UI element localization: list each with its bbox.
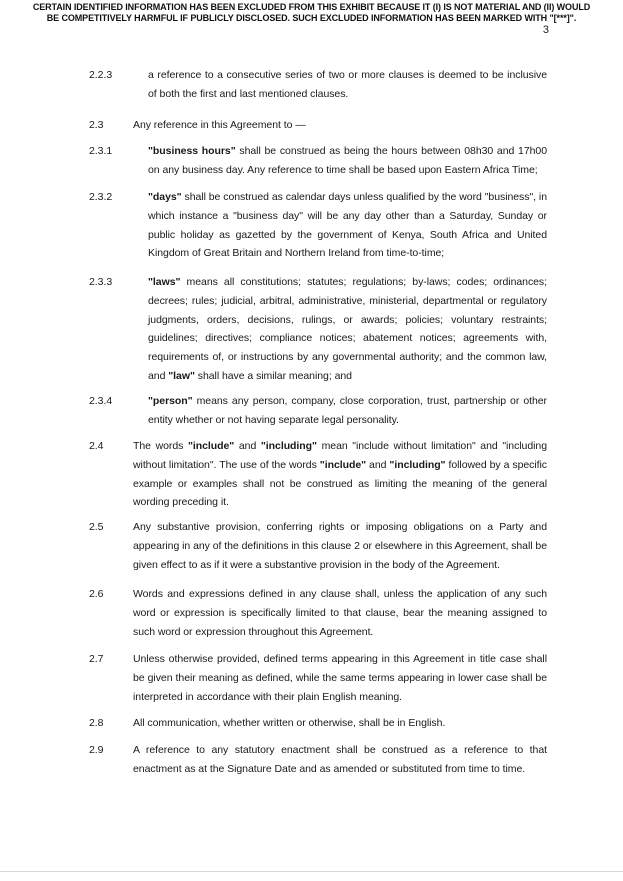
clause-number: 2.3 — [89, 119, 104, 131]
clause-text: Any reference in this Agreement to — — [133, 119, 306, 131]
clause-text: Unless otherwise provided, defined terms appearing in this Agreement in title case shall be given their meaning as defined, while the same terms appearing in lower case shall be interpreted in accordance with their plain English meaning. — [133, 653, 547, 703]
definition-text: means all constitutions; statutes; regulations; by-laws; codes; ordinances; decrees; rules; judicial, arbitral, administrative, ministerial, departmental or regulatory judgments, orders, decisions, rulings, or awards; policies; voluntary restraints; guidelines; directives; compliance notices; abatement notices; agreements with, requirements of, or instructions by any governmental authority; and the common law, and — [148, 276, 547, 382]
clause-text — [148, 392, 547, 430]
clause-text — [148, 142, 547, 180]
defined-term: "business hours" — [148, 145, 236, 157]
defined-term: "include" — [187, 440, 235, 452]
clause-text — [133, 437, 547, 512]
clause-number: 2.3.4 — [89, 395, 113, 407]
clause-number: 2.3.3 — [89, 276, 113, 288]
text-run: followed by a specific example or examples shall not be construed as limiting the meaning of the general wording preceding it. — [133, 458, 548, 509]
definition-text: shall have a similar meaning; and — [194, 369, 352, 382]
defined-term: "person" — [148, 395, 193, 407]
defined-term: "laws" — [148, 276, 181, 288]
defined-term: "days" — [148, 191, 182, 203]
header-line-2: BE COMPETITIVELY HARMFUL IF PUBLICLY DISCLOSED. SUCH EXCLUDED INFORMATION HAS BEEN MARKED WITH "[***]". — [46, 13, 577, 23]
clause-number: 2.4 — [89, 440, 104, 452]
clause-number: 2.8 — [89, 717, 104, 729]
clause-text: Words and expressions defined in any clause shall, unless the application of any such word or expression is specifically limited to that clause, bear the meaning assigned to such word or expression throughout this Agreement. — [133, 588, 547, 638]
text-run: mean "include without limitation" and "including without limitation". The use of the words — [133, 440, 547, 471]
defined-term: "include" — [319, 458, 367, 471]
exclusion-notice-header — [10, 2, 613, 24]
clause-text: Any substantive provision, conferring rights or imposing obligations on a Party and appearing in any of the definitions in this clause 2 or elsewhere in this Agreement, shall be given effect to as if it were a substantive provision in the body of the Agreement. — [133, 521, 547, 571]
definition-text: means any person, company, close corporation, trust, partnership or other entity whether or not having separate legal personality. — [148, 395, 547, 426]
page-number: 3 — [542, 24, 549, 36]
header-line-1: CERTAIN IDENTIFIED INFORMATION HAS BEEN EXCLUDED FROM THIS EXHIBIT BECAUSE IT (I) IS NOT MATERIAL AND (II) WOULD — [32, 2, 591, 12]
definition-text: shall be construed as being the hours between 08h30 and 17h00 on any business day. Any reference to time shall be based upon Eastern Africa Time; — [148, 145, 547, 176]
clause-text: All communication, whether written or otherwise, shall be in English. — [133, 717, 446, 729]
defined-term: "including" — [260, 440, 317, 452]
page-bottom-edge — [0, 871, 623, 872]
definition-text: shall be construed as calendar days unless qualified by the word "business", in which instance a "business day" will be any day other than a Saturday, Sunday or public holiday as gazetted by the government of Kenya, South Africa and United Kingdom of Great Britain and Northern Ireland from time-to-time; — [148, 191, 547, 260]
clause-text: a reference to a consecutive series of two or more clauses is deemed to be inclusive of both the first and last mentioned clauses. — [148, 69, 547, 100]
clause-number: 2.3.2 — [89, 191, 113, 203]
clause-number: 2.9 — [89, 744, 104, 756]
clause-text: A reference to any statutory enactment shall be construed as a reference to that enactment as at the Signature Date and as amended or substituted from time to time. — [133, 744, 547, 775]
clause-number: 2.5 — [89, 521, 104, 533]
clause-text — [148, 273, 547, 386]
text-run: The words — [133, 440, 188, 452]
clause-number: 2.6 — [89, 588, 104, 600]
text-run: and — [234, 440, 261, 452]
text-run: and — [366, 458, 390, 471]
clause-number: 2.2.3 — [89, 69, 113, 81]
clause-text — [148, 188, 547, 263]
defined-term: "including" — [389, 458, 446, 471]
clause-number: 2.3.1 — [89, 145, 113, 157]
clause-number: 2.7 — [89, 653, 104, 665]
defined-term: "law" — [168, 369, 195, 382]
